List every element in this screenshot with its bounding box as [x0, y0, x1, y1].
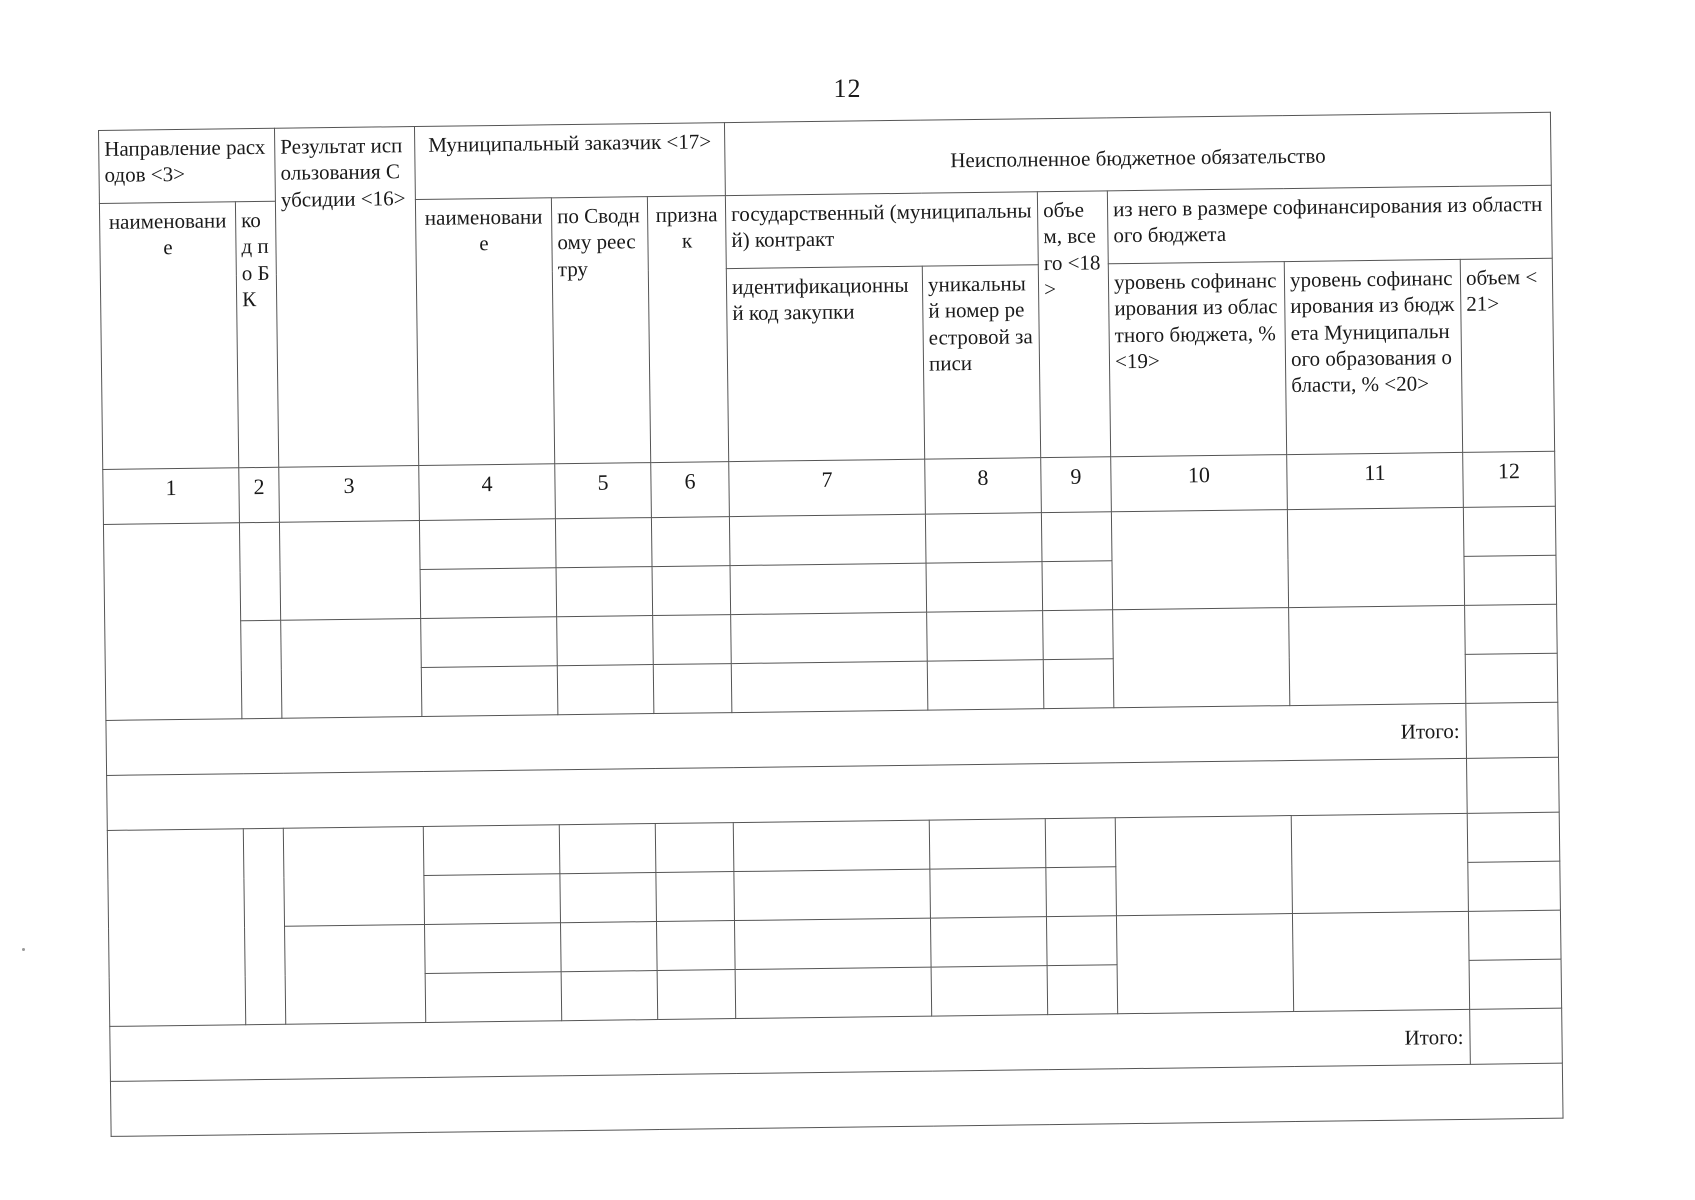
table-cell[interactable] — [927, 660, 1044, 710]
table-cell[interactable] — [731, 612, 928, 663]
table-cell[interactable] — [1469, 959, 1562, 1009]
table-cell[interactable] — [1468, 910, 1561, 960]
column-number: 12 — [1463, 451, 1556, 507]
header-direction: Направление расходов <3> — [99, 128, 276, 203]
table-cell[interactable] — [656, 872, 735, 922]
table-cell[interactable] — [419, 519, 556, 570]
column-number: 2 — [239, 467, 280, 522]
header-customer-registry: по Сводному реестру — [551, 197, 650, 464]
table-cell[interactable] — [285, 924, 426, 1024]
table-cell[interactable] — [929, 819, 1046, 869]
table-cell[interactable] — [557, 616, 654, 666]
column-number: 8 — [925, 458, 1042, 514]
column-number: 10 — [1111, 455, 1288, 512]
table-cell[interactable] — [1467, 812, 1560, 862]
table-cell[interactable] — [1464, 555, 1557, 605]
table-cell[interactable] — [735, 967, 932, 1018]
column-number: 6 — [651, 462, 730, 518]
table-cell[interactable] — [925, 513, 1042, 563]
table-cell[interactable] — [1046, 916, 1117, 966]
table-cell[interactable] — [1043, 659, 1114, 709]
column-number: 5 — [555, 463, 652, 519]
table-cell[interactable] — [1113, 608, 1290, 708]
table-cell[interactable] — [555, 518, 652, 568]
header-regional-level: уровень софинансирования из областного бюджета, % <19> — [1108, 262, 1286, 457]
table-cell[interactable] — [1047, 965, 1118, 1015]
table-cell[interactable] — [1111, 510, 1288, 610]
table-cell[interactable] — [926, 562, 1043, 612]
total-label: Итого: — [106, 703, 1467, 775]
table-cell[interactable] — [557, 665, 654, 715]
table-cell[interactable] — [931, 917, 1048, 967]
header-volume-total: объем, всего <18> — [1037, 191, 1110, 458]
header-municipal-level: уровень софинансирования из бюджета Муниципального образования области, % <20> — [1284, 259, 1462, 454]
column-number: 4 — [419, 464, 556, 521]
table-cell[interactable] — [1287, 507, 1464, 607]
table-cell[interactable] — [243, 828, 285, 1024]
table-cell[interactable] — [1046, 867, 1117, 917]
table-cell[interactable] — [1042, 561, 1113, 611]
table-cell[interactable] — [425, 923, 562, 974]
table-cell[interactable] — [1045, 818, 1116, 868]
table-cell[interactable] — [930, 868, 1047, 918]
column-number: 1 — [103, 468, 240, 525]
table-cell[interactable] — [1043, 610, 1114, 660]
table-cell[interactable] — [655, 823, 734, 873]
table-cell[interactable] — [730, 563, 927, 614]
table-cell[interactable] — [651, 517, 730, 567]
table-cell[interactable] — [652, 566, 731, 616]
total-value-cell[interactable] — [1466, 702, 1559, 758]
table-cell[interactable] — [107, 829, 245, 1027]
table-cell[interactable] — [421, 666, 558, 717]
table-cell[interactable] — [653, 664, 732, 714]
table-cell[interactable] — [653, 615, 732, 665]
header-contract: государственный (муниципальный) контракт — [725, 192, 1038, 269]
table-cell[interactable] — [657, 921, 736, 971]
column-number: 7 — [729, 459, 926, 516]
total-value-cell[interactable] — [1470, 1008, 1563, 1064]
table-cell[interactable] — [1292, 911, 1469, 1011]
header-customer: Муниципальный заказчик <17> — [414, 123, 725, 200]
total-label: Итого: — [110, 1009, 1471, 1081]
header-obligation: Неисполненное бюджетное обязательство — [724, 112, 1551, 195]
header-cofinancing: из него в размере софинансирования из областного бюджета — [1107, 185, 1552, 264]
table-cell[interactable] — [1291, 813, 1468, 913]
scan-speck — [22, 948, 25, 951]
header-procurement-code: идентификационный код закупки — [726, 266, 924, 461]
header-direction-code: код по БК — [235, 201, 278, 467]
table-cell[interactable] — [1463, 506, 1556, 556]
header-cofinancing-volume: объем <21> — [1460, 258, 1554, 452]
table-cell[interactable] — [1465, 653, 1558, 703]
table-cell[interactable] — [731, 661, 928, 712]
table-cell[interactable] — [420, 568, 557, 619]
column-number: 9 — [1041, 457, 1112, 513]
table-cell[interactable] — [561, 922, 658, 972]
table-cell[interactable] — [733, 820, 930, 871]
table-cell[interactable] — [283, 826, 424, 926]
header-customer-name: наименование — [415, 198, 554, 466]
table-cell[interactable] — [657, 970, 736, 1020]
table-cell[interactable] — [241, 620, 282, 718]
column-number: 3 — [279, 465, 420, 522]
table-cell[interactable] — [423, 825, 560, 876]
table-cell[interactable] — [734, 869, 931, 920]
table-cell[interactable] — [1041, 512, 1112, 562]
table-cell[interactable] — [729, 514, 926, 565]
form-sheet — [98, 112, 1564, 1137]
table-cell[interactable] — [103, 523, 241, 721]
table-cell[interactable] — [560, 873, 657, 923]
header-direction-name: наименование — [99, 202, 238, 470]
table-cell[interactable] — [1116, 914, 1293, 1014]
table-cell[interactable] — [421, 617, 558, 668]
header-customer-attribute: признак — [647, 196, 728, 463]
table-cell[interactable] — [425, 972, 562, 1023]
table-cell[interactable] — [559, 824, 656, 874]
table-cell[interactable] — [1289, 605, 1466, 705]
table-cell[interactable] — [1467, 757, 1560, 813]
table-cell[interactable] — [1468, 861, 1561, 911]
table-cell[interactable] — [735, 918, 932, 969]
page-number: 12 — [833, 74, 862, 103]
table-cell[interactable] — [281, 618, 422, 718]
header-result: Результат использования Субсидии <16> — [275, 127, 419, 468]
table-cell[interactable] — [1465, 604, 1558, 654]
column-number: 11 — [1287, 452, 1464, 509]
table-cell[interactable] — [1115, 816, 1292, 916]
table-cell[interactable] — [239, 522, 280, 620]
budget-obligation-table — [98, 112, 1564, 1137]
table-cell[interactable] — [561, 971, 658, 1021]
table-cell[interactable] — [556, 567, 653, 617]
table-cell[interactable] — [424, 874, 561, 925]
table-cell[interactable] — [927, 611, 1044, 661]
header-registry-number: уникальный номер реестровой записи — [922, 265, 1040, 459]
table-cell[interactable] — [931, 966, 1048, 1016]
table-cell[interactable] — [279, 520, 420, 620]
